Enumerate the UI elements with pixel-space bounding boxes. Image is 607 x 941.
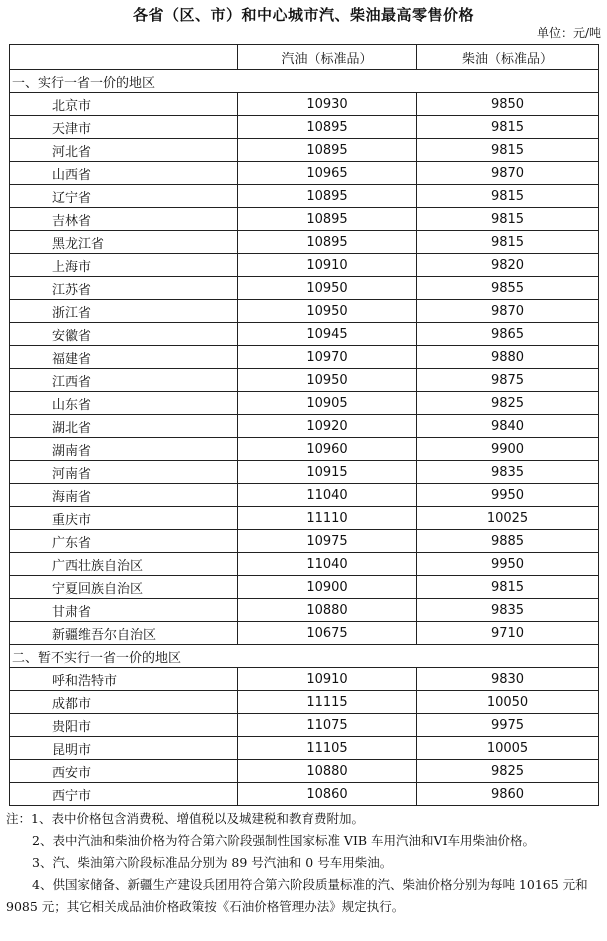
table-row (10, 277, 599, 300)
page-title: 各省（区、市）和中心城市汽、柴油最高零售价格 (132, 6, 474, 24)
table-row (10, 254, 599, 277)
region-name: 昆明市 (10, 737, 238, 760)
region-name: 湖南省 (10, 438, 238, 461)
table-row (10, 691, 599, 714)
region-name: 广东省 (10, 530, 238, 553)
diesel-price: 9855 (417, 277, 599, 300)
diesel-price: 9825 (417, 760, 599, 783)
region-name: 成都市 (10, 691, 238, 714)
region-name: 重庆市 (10, 507, 238, 530)
region-name: 海南省 (10, 484, 238, 507)
note-2: 2、表中汽油和柴油价格为符合第六阶段强制性国家标准 VIB 车用汽油和VI车用柴油价格。 (32, 833, 536, 848)
header-diesel: 柴油（标准品） (417, 45, 599, 70)
gasoline-price: 11105 (238, 737, 417, 760)
section-label: 二、暂不实行一省一价的地区 (10, 645, 599, 668)
region-name: 西安市 (10, 760, 238, 783)
gasoline-price: 10945 (238, 323, 417, 346)
region-name: 山东省 (10, 392, 238, 415)
gasoline-price: 10960 (238, 438, 417, 461)
note-1: 注：1、表中价格包含消费税、增值税以及城建税和教育费附加。 (6, 811, 364, 826)
diesel-price: 9860 (417, 783, 599, 806)
diesel-price: 10025 (417, 507, 599, 530)
region-name: 浙江省 (10, 300, 238, 323)
diesel-price: 9815 (417, 185, 599, 208)
table-row (10, 323, 599, 346)
section-row (10, 70, 599, 93)
diesel-price: 9825 (417, 392, 599, 415)
region-name: 北京市 (10, 93, 238, 116)
table-row (10, 185, 599, 208)
table-row (10, 484, 599, 507)
table-row (10, 438, 599, 461)
note-3: 3、汽、柴油第六阶段标准品分别为 89 号汽油和 0 号车用柴油。 (32, 855, 393, 870)
region-name: 河北省 (10, 139, 238, 162)
region-name: 河南省 (10, 461, 238, 484)
region-name: 福建省 (10, 346, 238, 369)
gasoline-price: 10895 (238, 185, 417, 208)
gasoline-price: 10910 (238, 668, 417, 691)
table-row (10, 231, 599, 254)
gasoline-price: 10930 (238, 93, 417, 116)
table-row (10, 139, 599, 162)
gasoline-price: 10920 (238, 415, 417, 438)
gasoline-price: 10915 (238, 461, 417, 484)
diesel-price: 9870 (417, 300, 599, 323)
header-region (10, 45, 238, 70)
table-row (10, 116, 599, 139)
diesel-price: 9975 (417, 714, 599, 737)
diesel-price: 10005 (417, 737, 599, 760)
diesel-price: 9815 (417, 231, 599, 254)
diesel-price: 9815 (417, 116, 599, 139)
table-row (10, 737, 599, 760)
note-4: 4、供国家储备、新疆生产建设兵团用符合第六阶段质量标准的汽、柴油价格分别为每吨 10165 元和 9085 元；其它相关成品油价格政策按《石油价格管理办法》规定执行。 (6, 877, 588, 914)
gasoline-price: 11075 (238, 714, 417, 737)
table-row (10, 783, 599, 806)
gasoline-price: 10860 (238, 783, 417, 806)
diesel-price: 9835 (417, 461, 599, 484)
table-row (10, 93, 599, 116)
region-name: 西宁市 (10, 783, 238, 806)
gasoline-price: 10880 (238, 760, 417, 783)
gasoline-price: 11110 (238, 507, 417, 530)
gasoline-price: 10965 (238, 162, 417, 185)
table-row (10, 668, 599, 691)
diesel-price: 9865 (417, 323, 599, 346)
region-name: 天津市 (10, 116, 238, 139)
table-row (10, 599, 599, 622)
gasoline-price: 10895 (238, 208, 417, 231)
region-name: 上海市 (10, 254, 238, 277)
gasoline-price: 10905 (238, 392, 417, 415)
table-row (10, 760, 599, 783)
diesel-price: 9815 (417, 576, 599, 599)
table-row (10, 392, 599, 415)
region-name: 湖北省 (10, 415, 238, 438)
diesel-price: 9870 (417, 162, 599, 185)
table-row (10, 714, 599, 737)
table-body (10, 70, 599, 806)
gasoline-price: 10950 (238, 277, 417, 300)
diesel-price: 9885 (417, 530, 599, 553)
region-name: 江苏省 (10, 277, 238, 300)
table-row (10, 369, 599, 392)
table-row (10, 415, 599, 438)
table-row (10, 553, 599, 576)
gasoline-price: 10950 (238, 369, 417, 392)
table-row (10, 530, 599, 553)
diesel-price: 9815 (417, 139, 599, 162)
diesel-price: 9950 (417, 553, 599, 576)
region-name: 广西壮族自治区 (10, 553, 238, 576)
gasoline-price: 10950 (238, 300, 417, 323)
gasoline-price: 11040 (238, 553, 417, 576)
section-row (10, 645, 599, 668)
diesel-price: 9950 (417, 484, 599, 507)
table-row (10, 162, 599, 185)
diesel-price: 10050 (417, 691, 599, 714)
gasoline-price: 10910 (238, 254, 417, 277)
unit-label: 单位：元/吨 (536, 26, 601, 40)
gasoline-price: 10880 (238, 599, 417, 622)
diesel-price: 9875 (417, 369, 599, 392)
gasoline-price: 10895 (238, 139, 417, 162)
gasoline-price: 10970 (238, 346, 417, 369)
table-header-row (10, 45, 599, 70)
gasoline-price: 10675 (238, 622, 417, 645)
gasoline-price: 11040 (238, 484, 417, 507)
diesel-price: 9840 (417, 415, 599, 438)
region-name: 呼和浩特市 (10, 668, 238, 691)
region-name: 宁夏回族自治区 (10, 576, 238, 599)
price-table (9, 44, 599, 806)
section-label: 一、实行一省一价的地区 (10, 70, 599, 93)
region-name: 山西省 (10, 162, 238, 185)
diesel-price: 9820 (417, 254, 599, 277)
table-row (10, 576, 599, 599)
diesel-price: 9830 (417, 668, 599, 691)
region-name: 贵阳市 (10, 714, 238, 737)
header-gasoline: 汽油（标准品） (238, 45, 417, 70)
region-name: 辽宁省 (10, 185, 238, 208)
diesel-price: 9835 (417, 599, 599, 622)
table-row (10, 300, 599, 323)
table-row (10, 622, 599, 645)
table-row (10, 208, 599, 231)
gasoline-price: 11115 (238, 691, 417, 714)
region-name: 新疆维吾尔自治区 (10, 622, 238, 645)
diesel-price: 9710 (417, 622, 599, 645)
table-row (10, 507, 599, 530)
diesel-price: 9900 (417, 438, 599, 461)
table-row (10, 461, 599, 484)
diesel-price: 9815 (417, 208, 599, 231)
region-name: 安徽省 (10, 323, 238, 346)
gasoline-price: 10975 (238, 530, 417, 553)
region-name: 吉林省 (10, 208, 238, 231)
gasoline-price: 10900 (238, 576, 417, 599)
region-name: 甘肃省 (10, 599, 238, 622)
diesel-price: 9850 (417, 93, 599, 116)
region-name: 江西省 (10, 369, 238, 392)
region-name: 黑龙江省 (10, 231, 238, 254)
notes (6, 808, 600, 918)
gasoline-price: 10895 (238, 231, 417, 254)
table-row (10, 346, 599, 369)
gasoline-price: 10895 (238, 116, 417, 139)
diesel-price: 9880 (417, 346, 599, 369)
